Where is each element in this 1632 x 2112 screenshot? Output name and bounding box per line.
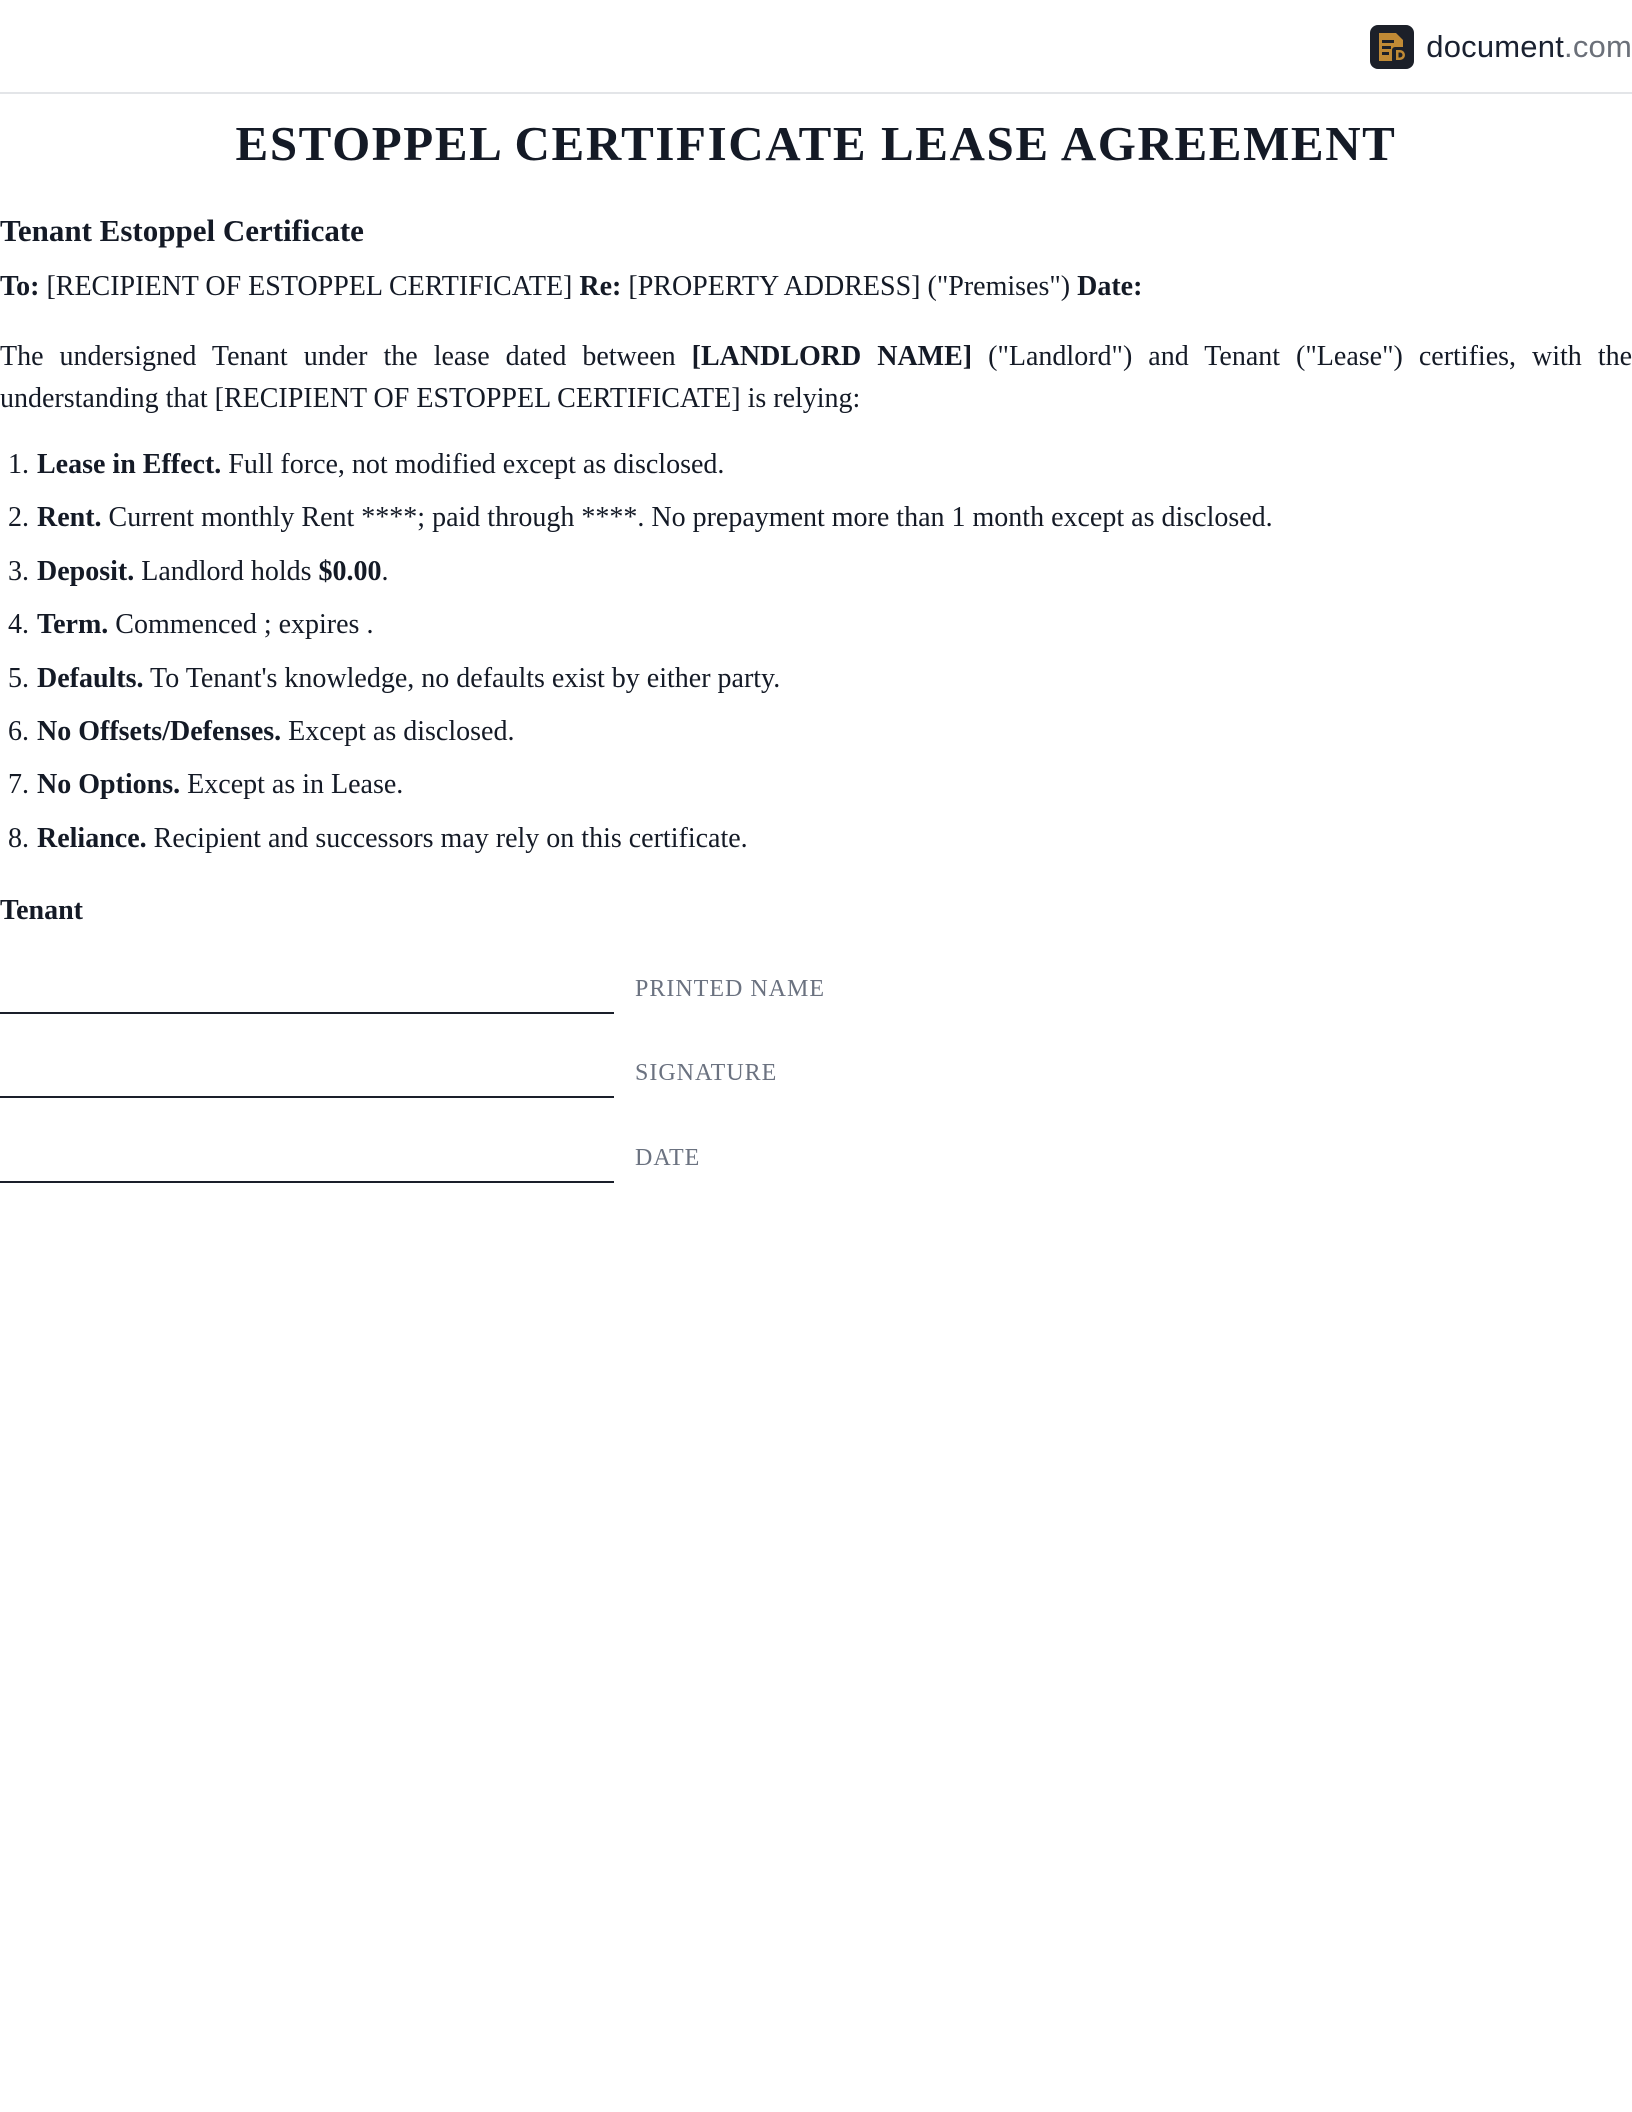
brand-tld: .com: [1564, 29, 1632, 64]
list-item: [0, 445, 1273, 498]
item-label: Defaults.: [37, 662, 144, 694]
intro-text-1: The undersigned Tenant under the lease dated between: [0, 341, 676, 372]
item-label: Reliance.: [37, 822, 147, 854]
addressing-line: [0, 267, 1142, 307]
to-label: To:: [0, 271, 40, 302]
item-text: Full force, not modified except as disclosed.: [228, 449, 725, 480]
date-label: Date:: [1077, 271, 1143, 302]
item-number: 4.: [8, 609, 29, 641]
date-field[interactable]: [0, 1143, 900, 1183]
re-value: [PROPERTY ADDRESS] ("Premises"): [628, 271, 1071, 302]
document-title: ESTOPPEL CERTIFICATE LEASE AGREEMENT: [235, 116, 1397, 171]
brand-logo[interactable]: [1370, 24, 1632, 70]
list-item: [0, 605, 1273, 658]
item-number: 8.: [8, 822, 29, 854]
intro-paragraph: [0, 336, 1632, 420]
signature-label: SIGNATURE: [635, 1060, 778, 1086]
item-label: No Options.: [37, 769, 181, 801]
item-number: 2.: [8, 502, 29, 534]
item-suffix: .: [381, 555, 389, 587]
list-item: [0, 498, 1273, 551]
item-text: Current monthly Rent ****; paid through ****. No prepayment more than 1 month except as disclosed.: [108, 502, 1273, 534]
document-logo-icon: [1370, 25, 1414, 69]
item-number: 1.: [8, 449, 29, 480]
list-item: [0, 819, 1273, 872]
item-label: Term.: [37, 609, 109, 641]
top-bar: [0, 0, 1632, 94]
deposit-amount: $0.00: [318, 555, 382, 587]
brand-main: document: [1426, 29, 1565, 64]
date-field-label: DATE: [635, 1145, 701, 1171]
document-subtitle: Tenant Estoppel Certificate: [0, 213, 364, 248]
brand-wordmark: [1426, 29, 1632, 65]
list-item: [0, 659, 1273, 712]
list-item: [0, 712, 1273, 765]
item-text: Landlord holds: [141, 555, 312, 587]
re-label: Re:: [579, 271, 622, 302]
item-text: Commenced ; expires .: [115, 609, 374, 641]
date-line[interactable]: [0, 1181, 614, 1183]
item-label: Lease in Effect.: [37, 449, 222, 480]
to-value: [RECIPIENT OF ESTOPPEL CERTIFICATE]: [46, 271, 573, 302]
signature-field[interactable]: [0, 1058, 900, 1098]
printed-name-field[interactable]: [0, 974, 900, 1014]
intro-text-2: ("Landlord") and Tenant ("Lease") certifies, with the understanding that [RECIPIENT OF ESTOPPEL CERTIFICATE] is relying:: [0, 341, 1632, 414]
item-text: Recipient and successors may rely on this certificate.: [153, 822, 748, 854]
list-item: [0, 765, 1273, 818]
item-number: 7.: [8, 769, 29, 801]
item-label: No Offsets/Defenses.: [37, 715, 282, 747]
item-number: 3.: [8, 555, 29, 587]
printed-name-label: PRINTED NAME: [635, 976, 825, 1002]
item-text: To Tenant's knowledge, no defaults exist by either party.: [150, 662, 781, 694]
list-item: [0, 552, 1273, 605]
item-text: Except as in Lease.: [187, 769, 404, 801]
item-label: Deposit.: [37, 555, 135, 587]
certification-list: [0, 445, 1273, 872]
item-number: 6.: [8, 715, 29, 747]
item-text: Except as disclosed.: [288, 715, 515, 747]
printed-name-line[interactable]: [0, 1012, 614, 1014]
item-label: Rent.: [37, 502, 102, 534]
tenant-heading: Tenant: [0, 895, 84, 926]
signature-line[interactable]: [0, 1096, 614, 1098]
landlord-name: [LANDLORD NAME]: [691, 341, 973, 372]
item-number: 5.: [8, 662, 29, 694]
